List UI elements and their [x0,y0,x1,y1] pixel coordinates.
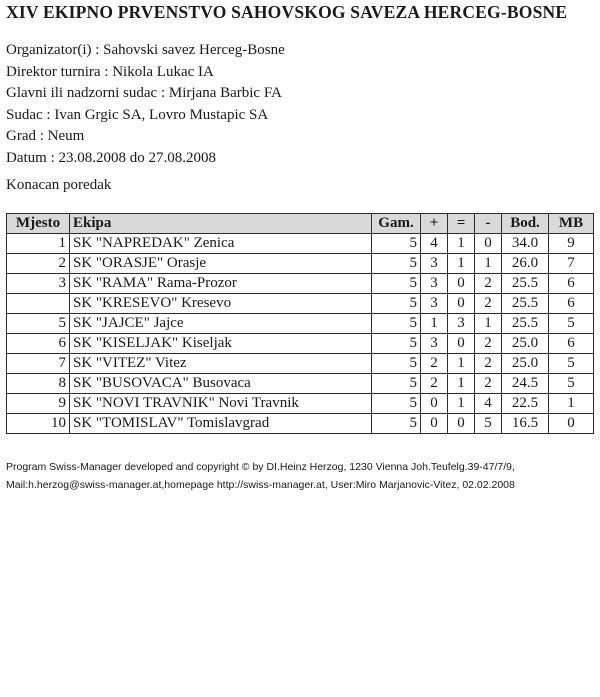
games-cell: 5 [372,414,421,434]
games-cell: 5 [372,274,421,294]
table-row [7,414,594,434]
table-row [7,234,594,254]
table-header-row [7,214,594,234]
rank-cell: 1 [7,234,70,254]
header-wins: + [421,214,448,234]
standings-table [6,213,594,434]
points-cell: 25.5 [502,294,549,314]
losses-cell: 5 [475,414,502,434]
header-losses: - [475,214,502,234]
mb-cell: 6 [549,274,594,294]
points-cell: 25.5 [502,274,549,294]
draws-cell: 1 [448,354,475,374]
games-cell: 5 [372,354,421,374]
team-cell: SK "NAPREDAK" Zenica [70,234,372,254]
losses-cell: 2 [475,374,502,394]
mb-cell: 5 [549,374,594,394]
draws-cell: 1 [448,254,475,274]
points-cell: 25.5 [502,314,549,334]
team-cell: SK "JAJCE" Jajce [70,314,372,334]
losses-cell: 2 [475,354,502,374]
team-cell: SK "NOVI TRAVNIK" Novi Travnik [70,394,372,414]
wins-cell: 3 [421,254,448,274]
losses-cell: 1 [475,314,502,334]
footer-line: Program Swiss-Manager developed and copyright © by DI.Heinz Herzog, 1230 Vienna Joh.Teufelg.39-47/7/9, [6,461,515,473]
games-cell: 5 [372,294,421,314]
rank-cell: 8 [7,374,70,394]
points-cell: 16.5 [502,414,549,434]
table-row [7,254,594,274]
losses-cell: 2 [475,274,502,294]
organizer-line: Organizator(i) : Sahovski savez Herceg-Bosne [6,42,285,58]
mb-cell: 5 [549,354,594,374]
team-cell: SK "VITEZ" Vitez [70,354,372,374]
points-cell: 34.0 [502,234,549,254]
games-cell: 5 [372,314,421,334]
losses-cell: 4 [475,394,502,414]
rank-cell: 6 [7,334,70,354]
draws-cell: 1 [448,394,475,414]
rank-cell: 10 [7,414,70,434]
wins-cell: 4 [421,234,448,254]
table-row [7,294,594,314]
director-line: Direktor turnira : Nikola Lukac IA [6,63,214,80]
mb-cell: 6 [549,294,594,314]
table-row [7,274,594,294]
draws-cell: 0 [448,274,475,294]
points-cell: 25.0 [502,334,549,354]
games-cell: 5 [372,234,421,254]
points-cell: 22.5 [502,394,549,414]
team-cell: SK "KISELJAK" Kiseljak [70,334,372,354]
date-line: Datum : 23.08.2008 do 27.08.2008 [6,149,216,166]
table-body [7,234,594,434]
table-row [7,394,594,414]
wins-cell: 2 [421,354,448,374]
losses-cell: 1 [475,254,502,274]
standings-subtitle: Konacan poredak [6,177,112,193]
mb-cell: 7 [549,254,594,274]
games-cell: 5 [372,254,421,274]
chief-arbiter-line: Glavni ili nadzorni sudac : Mirjana Barbic FA [6,85,282,101]
header-rank: Mjesto [7,214,70,234]
mb-cell: 9 [549,234,594,254]
footer-line: Mail:h.herzog@swiss-manager.at,homepage http://swiss-manager.at, User:Miro Marjanovic-Vitez, 02.02.2008 [6,479,515,491]
rank-cell: 5 [7,314,70,334]
document-title: XIV EKIPNO PRVENSTVO SAHOVSKOG SAVEZA HERCEG-BOSNE [6,2,568,22]
table-row [7,354,594,374]
team-cell: SK "RAMA" Rama-Prozor [70,274,372,294]
draws-cell: 3 [448,314,475,334]
wins-cell: 0 [421,414,448,434]
arbiter-line: Sudac : Ivan Grgic SA, Lovro Mustapic SA [6,106,269,123]
wins-cell: 3 [421,334,448,354]
mb-cell: 6 [549,334,594,354]
draws-cell: 0 [448,294,475,314]
wins-cell: 3 [421,294,448,314]
draws-cell: 1 [448,234,475,254]
mb-cell: 0 [549,414,594,434]
games-cell: 5 [372,374,421,394]
draws-cell: 1 [448,374,475,394]
rank-cell [7,294,70,314]
city-line: Grad : Neum [6,128,85,144]
draws-cell: 0 [448,414,475,434]
header-draws: = [448,214,475,234]
table-row [7,314,594,334]
rank-cell: 7 [7,354,70,374]
games-cell: 5 [372,394,421,414]
wins-cell: 1 [421,314,448,334]
points-cell: 26.0 [502,254,549,274]
team-cell: SK "TOMISLAV" Tomislavgrad [70,414,372,434]
software-footer [6,458,515,494]
team-cell: SK "BUSOVACA" Busovaca [70,374,372,394]
table-row [7,334,594,354]
rank-cell: 9 [7,394,70,414]
header-points: Bod. [502,214,549,234]
mb-cell: 1 [549,394,594,414]
header-team: Ekipa [70,214,372,234]
team-cell: SK "ORASJE" Orasje [70,254,372,274]
losses-cell: 2 [475,334,502,354]
header-games: Gam. [372,214,421,234]
rank-cell: 2 [7,254,70,274]
team-cell: SK "KRESEVO" Kresevo [70,294,372,314]
points-cell: 24.5 [502,374,549,394]
draws-cell: 0 [448,334,475,354]
wins-cell: 2 [421,374,448,394]
wins-cell: 3 [421,274,448,294]
rank-cell: 3 [7,274,70,294]
wins-cell: 0 [421,394,448,414]
points-cell: 25.0 [502,354,549,374]
losses-cell: 0 [475,234,502,254]
games-cell: 5 [372,334,421,354]
table-row [7,374,594,394]
losses-cell: 2 [475,294,502,314]
header-mb: MB [549,214,594,234]
tournament-info [6,40,285,169]
mb-cell: 5 [549,314,594,334]
